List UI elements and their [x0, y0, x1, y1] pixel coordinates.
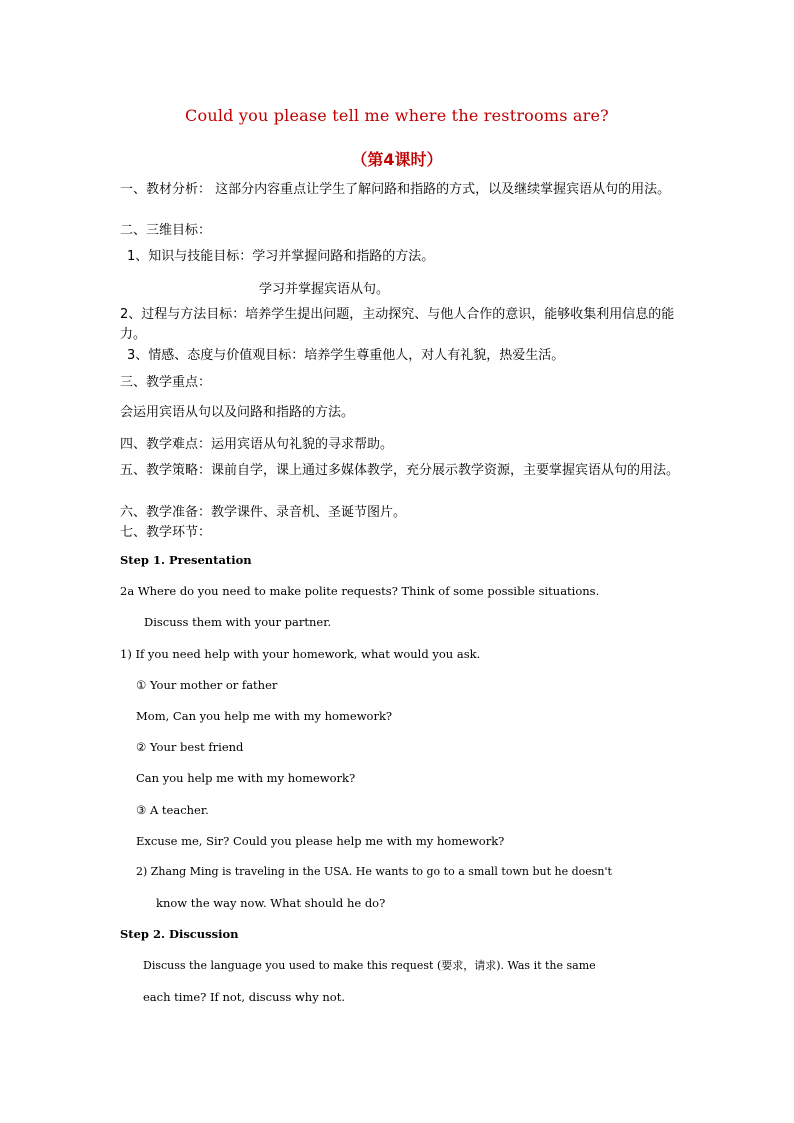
document-title: Could you please tell me where the restrooms are?: [185, 106, 609, 125]
question-2-line2: know the way now. What should he do?: [156, 896, 386, 910]
answer-3: Excuse me, Sir? Could you please help me with my homework?: [136, 834, 505, 848]
goal-process: 2、过程与方法目标：培养学生提出问题，主动探究、与他人合作的意识，能够收集利用信息的能力。: [120, 307, 675, 342]
section-analysis: 一、教材分析： 这部分内容重点让学生了解问路和指路的方式，以及继续掌握宾语从句的用法。: [120, 182, 671, 197]
section-preparation: 六、教学准备：教学课件、录音机、圣诞节图片。: [120, 505, 407, 520]
section-goals-heading: 二、三维目标：: [120, 223, 212, 238]
answer-1: Mom, Can you help me with my homework?: [136, 709, 393, 723]
option-3: ③ A teacher.: [136, 803, 209, 817]
step2-line1: Discuss the language you used to make this request (要求，请求). Was it the same: [143, 959, 596, 972]
step1-task-line1: 2a Where do you need to make polite requests? Think of some possible situations.: [120, 584, 600, 598]
lesson-number: （第4课时）: [351, 150, 443, 169]
option-1: ① Your mother or father: [136, 678, 278, 692]
section-key-heading: 三、教学重点：: [120, 375, 212, 390]
section-strategy: 五、教学策略：课前自学，课上通过多媒体教学，充分展示教学资源，主要掌握宾语从句的用法。: [120, 463, 680, 478]
step1-heading: Step 1. Presentation: [120, 553, 252, 567]
question-2-line1: 2) Zhang Ming is traveling in the USA. He wants to go to a small town but he doesn't: [136, 865, 612, 878]
step2-heading: Step 2. Discussion: [120, 927, 239, 941]
goal-knowledge: 1、知识与技能目标：学习并掌握问路和指路的方法。: [127, 249, 435, 264]
question-1: 1) If you need help with your homework, what would you ask.: [120, 647, 481, 661]
goal-emotion: 3、情感、态度与价值观目标：培养学生尊重他人，对人有礼貌，热爱生活。: [127, 348, 565, 363]
goal-knowledge-2: 学习并掌握宾语从句。: [259, 282, 390, 297]
step2-line2: each time? If not, discuss why not.: [143, 990, 345, 1004]
step1-task-line2: Discuss them with your partner.: [144, 615, 332, 629]
option-2: ② Your best friend: [136, 740, 244, 754]
section-steps-heading: 七、教学环节：: [120, 525, 212, 540]
section-key-text: 会运用宾语从句以及问路和指路的方法。: [120, 405, 355, 420]
answer-2: Can you help me with my homework?: [136, 771, 356, 785]
section-difficulty: 四、教学难点：运用宾语从句礼貌的寻求帮助。: [120, 437, 394, 452]
